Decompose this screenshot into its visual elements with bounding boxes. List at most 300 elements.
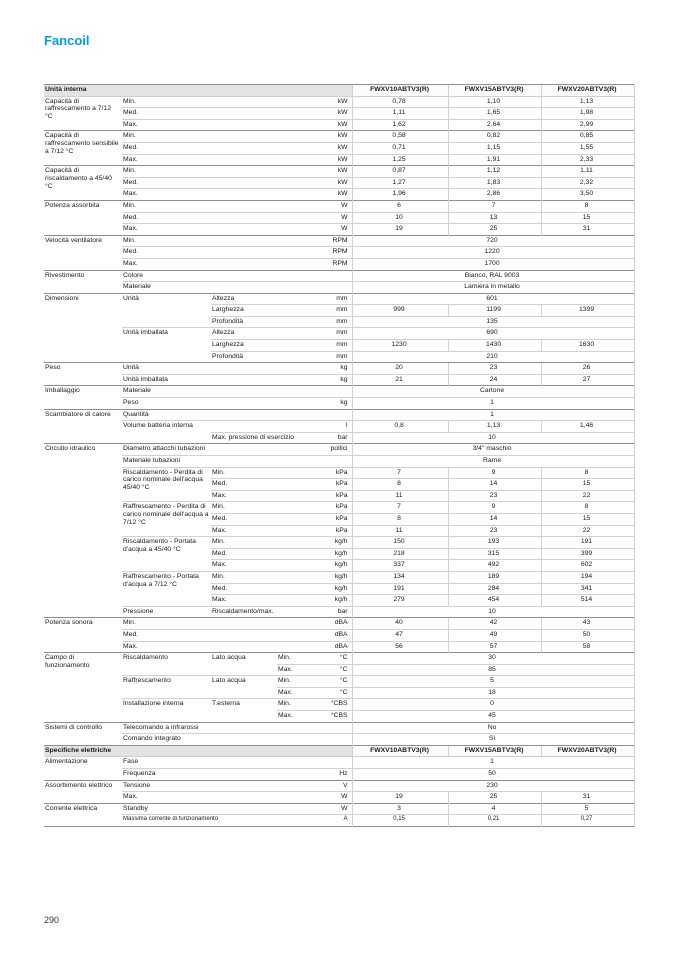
label-sub2: T.esterna	[211, 699, 277, 722]
label-sub: Max.	[122, 258, 310, 270]
table-row	[44, 212, 634, 224]
value-cell: 341	[541, 583, 634, 595]
value-cell: 23	[448, 490, 541, 502]
value-cell: 25	[448, 224, 541, 236]
value-cell: 1,62	[352, 119, 448, 131]
table-row	[44, 270, 634, 282]
unit-cell: mm	[310, 340, 352, 352]
value-cell: 22	[541, 525, 634, 537]
label-cat: Sistemi di controllo	[44, 722, 122, 745]
value-cell: 1,11	[541, 166, 634, 178]
value-cell: 454	[448, 595, 541, 607]
unit-cell: bar	[310, 606, 352, 618]
value-cell: 15	[541, 479, 634, 491]
table-row	[44, 803, 634, 815]
table-row	[44, 629, 634, 641]
value-cell: 58	[541, 641, 634, 653]
label-sub: Materiale tubazioni	[122, 456, 310, 468]
table-row	[44, 537, 634, 549]
unit-cell: kg/h	[310, 583, 352, 595]
value-cell-span: No	[352, 722, 634, 734]
label-sub: Materiale	[122, 386, 310, 398]
unit-cell: mm	[310, 351, 352, 363]
value-cell: 284	[448, 583, 541, 595]
label-sub: Riscaldamento - Portata d'acqua a 45/40 °C	[122, 537, 211, 572]
label-sub: Max.	[122, 189, 310, 201]
table-row	[44, 154, 634, 166]
label-sub: Pressione	[122, 606, 211, 618]
label-sub2: Profondità	[211, 351, 310, 363]
value-cell: 57	[448, 641, 541, 653]
unit-cell	[310, 270, 352, 282]
unit-cell: kg	[310, 363, 352, 375]
value-cell: 22	[541, 490, 634, 502]
value-cell-span: 30	[352, 653, 634, 665]
unit-cell	[310, 722, 352, 734]
value-cell: 7	[352, 467, 448, 479]
unit-cell: kW	[310, 154, 352, 166]
table-row	[44, 815, 634, 827]
label-sub: Min.	[122, 618, 310, 630]
value-cell: 8	[352, 513, 448, 525]
label-sub: Raffrescamento - Portata d'acqua a 7/12 °C	[122, 571, 211, 606]
table-row	[44, 131, 634, 143]
model-header: FWXV15ABTV3(R)	[448, 85, 541, 97]
value-cell: 20	[352, 363, 448, 375]
value-cell-span: 690	[352, 328, 634, 340]
value-cell: 218	[352, 548, 448, 560]
value-cell: 14	[448, 513, 541, 525]
model-header: FWXV20ABTV3(R)	[541, 745, 634, 757]
value-cell: 2,86	[448, 189, 541, 201]
value-cell: 1,25	[352, 154, 448, 166]
table-row	[44, 282, 634, 294]
label-sub: Min.	[123, 97, 136, 105]
value-cell: 189	[448, 571, 541, 583]
label-cat: Corrente elettrica	[44, 803, 122, 826]
section-title: Specifiche elettriche	[44, 745, 352, 757]
label-sub: Standby	[122, 803, 310, 815]
label-mm: Min.	[277, 676, 310, 688]
value-cell: 1,13	[541, 96, 634, 108]
page-title: Fancoil	[44, 33, 90, 48]
value-cell-span: Bianco, RAL 9003	[352, 270, 634, 282]
label-cat: Velocità ventilatore	[44, 235, 122, 270]
value-cell: 0,71	[352, 142, 448, 154]
label-sub: Med.	[122, 142, 310, 154]
label-cat: Alimentazione	[45, 758, 88, 766]
unit-cell: kW	[310, 177, 352, 189]
value-cell-span: 1220	[352, 247, 634, 259]
value-cell: 492	[448, 560, 541, 572]
value-cell: 27	[541, 374, 634, 386]
model-header: FWXV15ABTV3(R)	[448, 745, 541, 757]
label-sub: Quantità	[122, 409, 310, 421]
label-sub: Unità	[122, 293, 211, 328]
unit-cell: kPa	[310, 467, 352, 479]
table-row	[44, 780, 634, 792]
label-cat: Capacità di raffrescamento a 7/12 °C	[45, 97, 111, 121]
unit-cell	[310, 456, 352, 468]
value-cell: 2,64	[448, 119, 541, 131]
label-sub: Unità imballata	[122, 328, 211, 363]
unit-cell: kg/h	[310, 537, 352, 549]
label-mm: Max.	[277, 687, 310, 699]
value-cell: 4	[448, 803, 541, 815]
value-cell: 8	[541, 200, 634, 212]
table-row	[44, 96, 634, 108]
value-cell: 191	[541, 537, 634, 549]
table-row	[44, 398, 634, 410]
value-cell-span: 230	[352, 780, 634, 792]
unit-cell: mm	[310, 328, 352, 340]
value-cell: 7	[352, 502, 448, 514]
table-row	[44, 166, 634, 178]
value-cell: 56	[352, 641, 448, 653]
value-cell: 0,85	[541, 131, 634, 143]
model-header: FWXV20ABTV3(R)	[541, 85, 634, 97]
label-sub: Min.	[122, 166, 310, 178]
unit-cell: kW	[310, 189, 352, 201]
value-cell: 31	[541, 792, 634, 804]
label-sub: Med.	[122, 247, 310, 259]
label-sub: Unità	[122, 363, 310, 375]
value-cell: 24	[448, 374, 541, 386]
label-sub: Med.	[122, 212, 310, 224]
table-row	[44, 734, 634, 746]
value-cell: 315	[448, 548, 541, 560]
label-sub	[122, 432, 211, 444]
model-header: FWXV10ABTV3(R)	[352, 85, 448, 97]
value-cell: 999	[352, 305, 448, 317]
value-cell: 1,27	[352, 177, 448, 189]
value-cell: 1,46	[541, 421, 634, 433]
label-sub: Installazione interna	[122, 699, 211, 722]
unit-cell	[310, 409, 352, 421]
label-mm: Min.	[277, 699, 310, 711]
label-sub2: Med.	[211, 548, 310, 560]
value-cell: 11	[352, 525, 448, 537]
value-cell: 9	[448, 467, 541, 479]
label-sub: Max.	[122, 792, 310, 804]
value-cell: 11	[352, 490, 448, 502]
value-cell: 15	[541, 212, 634, 224]
value-cell: 337	[352, 560, 448, 572]
value-cell: 0,27	[541, 815, 634, 827]
unit-cell: kW	[310, 108, 352, 120]
unit-cell: mm	[310, 316, 352, 328]
table-row	[44, 432, 634, 444]
value-cell: 7	[448, 200, 541, 212]
value-cell: 8	[541, 467, 634, 479]
value-cell-span: 135	[352, 316, 634, 328]
value-cell: 1399	[541, 305, 634, 317]
unit-cell: RPM	[310, 247, 352, 259]
label-sub: Max.	[122, 119, 310, 131]
table-row	[44, 467, 634, 479]
model-header: FWXV10ABTV3(R)	[352, 745, 448, 757]
table-row	[44, 328, 634, 340]
value-cell: 3,50	[541, 189, 634, 201]
value-cell-span: 1	[352, 398, 634, 410]
unit-cell	[310, 757, 352, 769]
value-cell: 1230	[352, 340, 448, 352]
section-header-row	[44, 85, 634, 97]
label-sub2: Max.	[211, 595, 310, 607]
table-row	[44, 258, 634, 270]
unit-cell: kPa	[310, 479, 352, 491]
value-cell: 42	[448, 618, 541, 630]
value-cell: 40	[352, 618, 448, 630]
value-cell: 0,78	[352, 96, 448, 108]
unit-cell	[310, 734, 352, 746]
label-cat: Rivestimento	[44, 270, 122, 293]
table-row	[44, 189, 634, 201]
value-cell: 43	[541, 618, 634, 630]
table-row	[44, 235, 634, 247]
unit-cell: °C	[310, 687, 352, 699]
unit-cell: °C	[310, 653, 352, 665]
unit-cell: kW	[310, 119, 352, 131]
value-cell-span: 45	[352, 711, 634, 723]
table-row	[44, 200, 634, 212]
unit-cell: dBA	[310, 618, 352, 630]
label-sub: Raffrescamento - Perdita di carico nominale dell'acqua a 7/12 °C	[122, 502, 211, 537]
table-row	[44, 386, 634, 398]
table-row	[44, 792, 634, 804]
label-sub2: Med.	[211, 583, 310, 595]
table-row	[44, 363, 634, 375]
table-row	[44, 676, 634, 688]
value-cell: 1,10	[448, 96, 541, 108]
label-cat: Campo di funzionamento	[44, 653, 122, 723]
label-sub: Tensione	[122, 780, 310, 792]
value-cell: 0,8	[352, 421, 448, 433]
value-cell-span: 1	[352, 757, 634, 769]
value-cell: 194	[541, 571, 634, 583]
label-sub: Fase	[123, 758, 139, 766]
value-cell: 9	[448, 502, 541, 514]
value-cell: 0,87	[352, 166, 448, 178]
value-cell: 8	[352, 479, 448, 491]
label-cat: Capacità di riscaldamento a 45/40 °C	[44, 166, 122, 201]
table-row	[44, 293, 634, 305]
unit-cell: kW	[310, 142, 352, 154]
unit-cell: dBA	[310, 629, 352, 641]
value-cell-span: 1700	[352, 258, 634, 270]
label-sub2: Min.	[211, 502, 310, 514]
table-row	[44, 641, 634, 653]
value-cell-span: Sì	[352, 734, 634, 746]
value-cell: 10	[352, 212, 448, 224]
label-sub: Med.	[122, 177, 310, 189]
value-cell-span: 50	[352, 769, 634, 781]
value-cell: 1,12	[448, 166, 541, 178]
unit-cell: W	[310, 200, 352, 212]
value-cell: 2,33	[541, 154, 634, 166]
section-title: Unità interna	[44, 85, 352, 97]
value-cell: 1,65	[448, 108, 541, 120]
label-cat: Potenza assorbita	[44, 200, 122, 235]
unit-cell: °C	[310, 664, 352, 676]
value-cell: 15	[541, 513, 634, 525]
label-sub2: Med.	[211, 479, 310, 491]
label-sub: Min.	[122, 131, 310, 143]
unit-cell: V	[310, 780, 352, 792]
value-cell: 150	[352, 537, 448, 549]
value-cell-span: 210	[352, 351, 634, 363]
value-cell-span: Lamiera in metallo	[352, 282, 634, 294]
label-sub2: Profondità	[211, 316, 310, 328]
unit-cell: °CBS	[310, 711, 352, 723]
unit-cell: kW	[337, 97, 348, 105]
label-sub2: Max.	[211, 525, 310, 537]
value-cell: 1199	[448, 305, 541, 317]
unit-cell: kg	[310, 374, 352, 386]
label-sub: Min.	[122, 200, 310, 212]
value-cell-span: 10	[352, 432, 634, 444]
unit-cell: kg/h	[310, 571, 352, 583]
unit-cell: kPa	[310, 513, 352, 525]
value-cell: 1630	[541, 340, 634, 352]
value-cell: 514	[541, 595, 634, 607]
table-row	[44, 456, 634, 468]
value-cell: 2,99	[541, 119, 634, 131]
table-row	[44, 769, 634, 781]
unit-cell: W	[310, 212, 352, 224]
label-sub: Max.	[122, 224, 310, 236]
label-sub: Materiale	[122, 282, 310, 294]
value-cell: 1,91	[448, 154, 541, 166]
value-cell: 3	[352, 803, 448, 815]
label-mm: Max.	[277, 711, 310, 723]
value-cell: 0,15	[352, 815, 448, 827]
value-cell: 1,11	[352, 108, 448, 120]
label-sub: Max.	[122, 154, 310, 166]
label-sub2: Max.	[211, 490, 310, 502]
value-cell-span: 5	[352, 676, 634, 688]
label-mm: Min.	[277, 653, 310, 665]
value-cell: 1,55	[541, 142, 634, 154]
table-row	[44, 119, 634, 131]
table-row	[44, 618, 634, 630]
value-cell-span: 3/4" maschio	[352, 444, 634, 456]
label-sub2: Max. pressione di esercizio	[211, 432, 310, 444]
unit-cell: kg/h	[310, 548, 352, 560]
label-sub: Riscaldamento	[122, 653, 211, 676]
unit-cell: W	[310, 803, 352, 815]
value-cell: 13	[448, 212, 541, 224]
table-row	[44, 699, 634, 711]
value-cell: 23	[448, 525, 541, 537]
label-sub: Peso	[122, 398, 310, 410]
unit-cell: W	[310, 792, 352, 804]
table-row	[44, 421, 634, 433]
label-sub2: Riscaldamento/max.	[211, 606, 310, 618]
label-sub: Telecomando a infrarossi	[122, 722, 310, 734]
unit-cell: kg/h	[310, 595, 352, 607]
value-cell: 26	[541, 363, 634, 375]
unit-cell: kW	[310, 131, 352, 143]
unit-cell: bar	[310, 432, 352, 444]
label-sub: Diametro attacchi tubazioni	[122, 444, 310, 456]
label-mm: Max.	[277, 664, 310, 676]
label-cat: Potenza sonora	[44, 618, 122, 653]
label-sub: Massima corrente di funzionamento	[122, 815, 310, 827]
value-cell-span: 1	[352, 409, 634, 421]
label-sub: Comando integrato	[122, 734, 310, 746]
value-cell: 23	[448, 363, 541, 375]
label-cat: Capacità di raffrescamento sensibile a 7/12 °C	[44, 131, 122, 166]
label-sub: Unità imballata	[122, 374, 310, 386]
table-row	[44, 374, 634, 386]
table-row	[44, 606, 634, 618]
label-sub: Frequenza	[122, 769, 310, 781]
label-sub: Med.	[122, 629, 310, 641]
unit-cell: °C	[310, 676, 352, 688]
value-cell: 1,15	[448, 142, 541, 154]
value-cell: 31	[541, 224, 634, 236]
value-cell: 47	[352, 629, 448, 641]
label-sub2: Max.	[211, 560, 310, 572]
value-cell-span: 0	[352, 699, 634, 711]
label-sub: Raffrescamento	[122, 676, 211, 699]
label-cat: Scambiatore di calore	[44, 409, 122, 444]
label-cat: Imballaggio	[44, 386, 122, 409]
unit-cell: kW	[310, 166, 352, 178]
label-sub2: Altezza	[211, 293, 310, 305]
unit-cell	[310, 386, 352, 398]
label-cat: Circuito idraulico	[44, 444, 122, 618]
label-cat: Dimensioni	[44, 293, 122, 363]
unit-cell: kPa	[310, 490, 352, 502]
value-cell: 1,13	[448, 421, 541, 433]
table-row	[44, 444, 634, 456]
value-cell-span: 720	[352, 235, 634, 247]
table-row	[44, 571, 634, 583]
label-sub: Riscaldamento - Perdita di carico nominale dell'acqua 45/40 °C	[122, 467, 211, 502]
table-row	[44, 224, 634, 236]
label-sub2: Larghezza	[211, 305, 310, 317]
value-cell: 1,83	[448, 177, 541, 189]
section-header-row	[44, 745, 634, 757]
unit-cell: kPa	[310, 525, 352, 537]
label-sub2: Min.	[211, 571, 310, 583]
value-cell: 0,58	[352, 131, 448, 143]
unit-cell: W	[310, 224, 352, 236]
value-cell-span: Rame	[352, 456, 634, 468]
unit-cell: Hz	[310, 769, 352, 781]
value-cell-span: 85	[352, 664, 634, 676]
unit-cell: RPM	[310, 258, 352, 270]
label-sub2: Lato acqua	[211, 676, 277, 699]
label-sub: Med.	[122, 108, 310, 120]
unit-cell: dBA	[310, 641, 352, 653]
label-sub: Min.	[122, 235, 310, 247]
value-cell: 5	[541, 803, 634, 815]
value-cell: 191	[352, 583, 448, 595]
value-cell: 19	[352, 792, 448, 804]
label-sub2: Med.	[211, 513, 310, 525]
unit-cell: RPM	[310, 235, 352, 247]
spec-table	[44, 84, 635, 827]
label-sub: Volume batteria interna	[122, 421, 310, 433]
value-cell: 193	[448, 537, 541, 549]
table-row	[44, 653, 634, 665]
value-cell-span: 18	[352, 687, 634, 699]
value-cell: 6	[352, 200, 448, 212]
label-sub2: Min.	[211, 467, 310, 479]
